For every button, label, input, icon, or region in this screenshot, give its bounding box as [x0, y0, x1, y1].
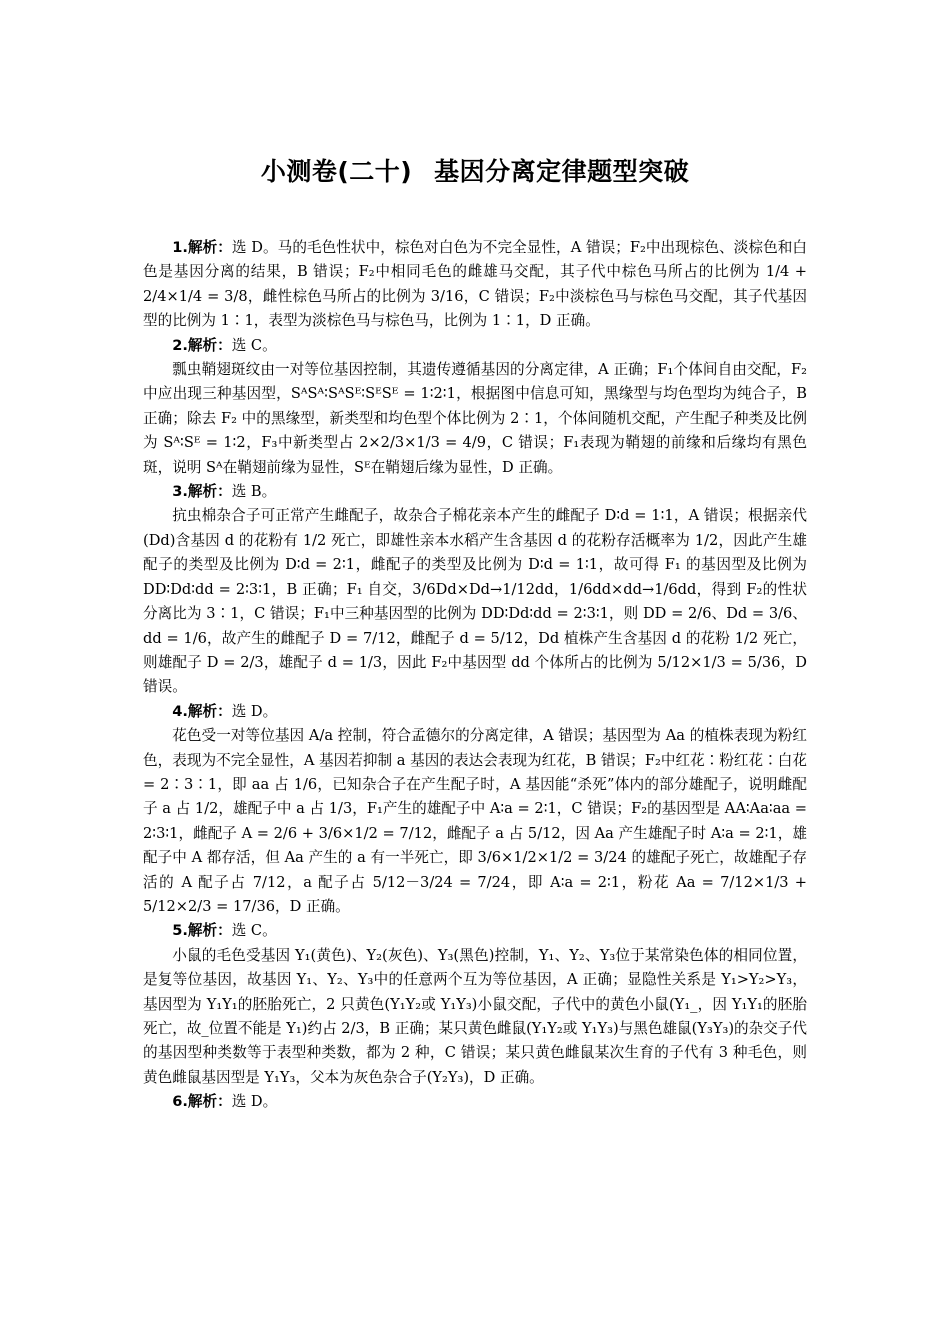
answer-3-heading: 3.解析：选 B。: [172, 483, 277, 501]
title-main: 小测卷(二十): [260, 157, 413, 186]
answer-1-body: 马的毛色性状中，棕色对白色为不完全显性，A 错误；F₂中出现棕色、淡棕色和白色是基因分离的结果，B 错误；F₂中相同毛色的雌雄马交配，其子代中棕色马所占的比例为 1/4 + 2/4×1/4 = 3/8，雌性棕色马所占的比例为 3/16，C 错误；F₂中淡棕色马与棕色马交配，其子代基因型的比例为 1∶1，表型为淡棕色马与棕色马，比例为 1∶1，D 正确。: [143, 239, 807, 330]
answer-content: [143, 236, 807, 1115]
title-sub: 基因分离定律题型突破: [434, 157, 690, 186]
answer-6-heading: 6.解析：选 D。: [172, 1093, 278, 1111]
answer-2-body: 瓢虫鞘翅斑纹由一对等位基因控制，其遗传遵循基因的分离定律，A 正确；F₁个体间自由交配，F₂中应出现三种基因型，SᴬSᴬ∶SᴬSᴱ∶SᴱSᴱ = 1∶2∶1，根据图中信息可知，黑缘型与均色型均为纯合子，B 正确；除去 F₂ 中的黑缘型，新类型和均色型个体比例为 2∶1，个体间随机交配，产生配子种类及比例为 Sᴬ∶Sᴱ = 1∶2，F₃中新类型占 2×2/3×1/3 = 4/9，C 错误；F₁表现为鞘翅的前缘和后缘均有黑色斑，说明 Sᴬ在鞘翅前缘为显性，Sᴱ在鞘翅后缘为显性，D 正确。: [143, 361, 807, 476]
answer-4-heading: 4.解析：选 D。: [172, 702, 278, 720]
answer-2-heading: 2.解析：选 C。: [172, 336, 277, 354]
answer-5-heading: 5.解析：选 C。: [172, 922, 277, 940]
answer-3-body: 抗虫棉杂合子可正常产生雌配子，故杂合子棉花亲本产生的雌配子 D∶d = 1∶1，A 错误；根据亲代(Dd)含基因 d 的花粉有 1/2 死亡，即雄性亲本水稻产生含基因 d 的花粉存活概率为 1/2，因此产生雄配子的类型及比例为 D∶d = 2∶1，雌配子的类型及比例为 D∶d = 1∶1，故可得 F₁ 的基因型及比例为 DD∶Dd∶dd = 2∶3∶1，B 正确；F₁ 自交，3/6Dd×Dd→1/12dd，1/6dd×dd→1/6dd，得到 F₂的性状分离比为 3∶1，C 错误；F₁中三种基因型的比例为 DD∶Dd∶dd = 2∶3∶1，则 DD = 2/6、Dd = 3/6、dd = 1/6，故产生的雌配子 D = 7/12，雌配子 d = 5/12，Dd 植株产生含基因 d 的花粉 1/2 死亡，则雄配子 D = 2/3，雄配子 d = 1/3，因此 F₂中基因型 dd 个体所占的比例为 5/12×1/3 = 5/36，D 错误。: [143, 507, 807, 696]
answer-4-body: 花色受一对等位基因 A/a 控制，符合孟德尔的分离定律，A 错误；基因型为 Aa 的植株表现为粉红色，表现为不完全显性，A 基因若抑制 a 基因的表达会表现为红花，B 错误；F₂中红花∶粉红花∶白花 = 2∶3∶1，即 aa 占 1/6，已知杂合子在产生配子时，A 基因能“杀死”体内的部分雄配子，说明雌配子 a 占 1/2，雄配子中 a 占 1/3，F₁产生的雄配子中 A∶a = 2∶1，C 错误；F₂的基因型是 AA∶Aa∶aa = 2∶3∶1，雌配子 A = 2/6 + 3/6×1/2 = 7/12，雌配子 a 占 5/12，因 Aa 产生雄配子时 A∶a = 2∶1，雄配子中 A 都存活，但 Aa 产生的 a 有一半死亡，即 3/6×1/2×1/2 = 3/24 的雄配子死亡，故雄配子存活的 A 配子占 7/12，a 配子占 5/12－3/24 = 7/24，即 A∶a = 2∶1，粉花 Aa = 7/12×1/3 + 5/12×2/3 = 17/36，D 正确。: [143, 727, 807, 915]
page-title: [0, 152, 950, 188]
answer-5-body: 小鼠的毛色受基因 Y₁(黄色)、Y₂(灰色)、Y₃(黑色)控制，Y₁、Y₂、Y₃位于某常染色体的相同位置，是复等位基因，故基因 Y₁、Y₂、Y₃中的任意两个互为等位基因，A 正确；显隐性关系是 Y₁>Y₂>Y₃，基因型为 Y₁Y₁的胚胎死亡，2 只黄色(Y₁Y₂或 Y₁Y₃)小鼠交配，子代中的黄色小鼠(Y₁_，因 Y₁Y₁的胚胎死亡，故_位置不能是 Y₁)约占 2/3，B 正确；某只黄色雌鼠(Y₁Y₂或 Y₁Y₃)与黑色雄鼠(Y₃Y₃)的杂交子代的基因型种类数等于表型种类数，都为 2 种，C 错误；某只黄色雌鼠某次生育的子代有 3 种毛色，则黄色雌鼠基因型是 Y₁Y₃，父本为灰色杂合子(Y₂Y₃)，D 正确。: [143, 946, 807, 1086]
answer-1-heading: 1.解析：选 D。马的毛色性状中，棕色对白色为不完全显性，A 错误；F₂中出现棕色、淡棕色和白色是基因分离的结果，B 错误；F₂中相同毛色的雌雄马交配，其子代中棕色马所占的比例为 1/4 + 2/4×1/4 = 3/8，雌性棕色马所占的比例为 3/16，C 错误；F₂中淡棕色马与棕色马交配，其子代基因型的比例为 1∶1，表型为淡棕色马与棕色马，比例为 1∶1，D 正确。: [143, 239, 807, 330]
